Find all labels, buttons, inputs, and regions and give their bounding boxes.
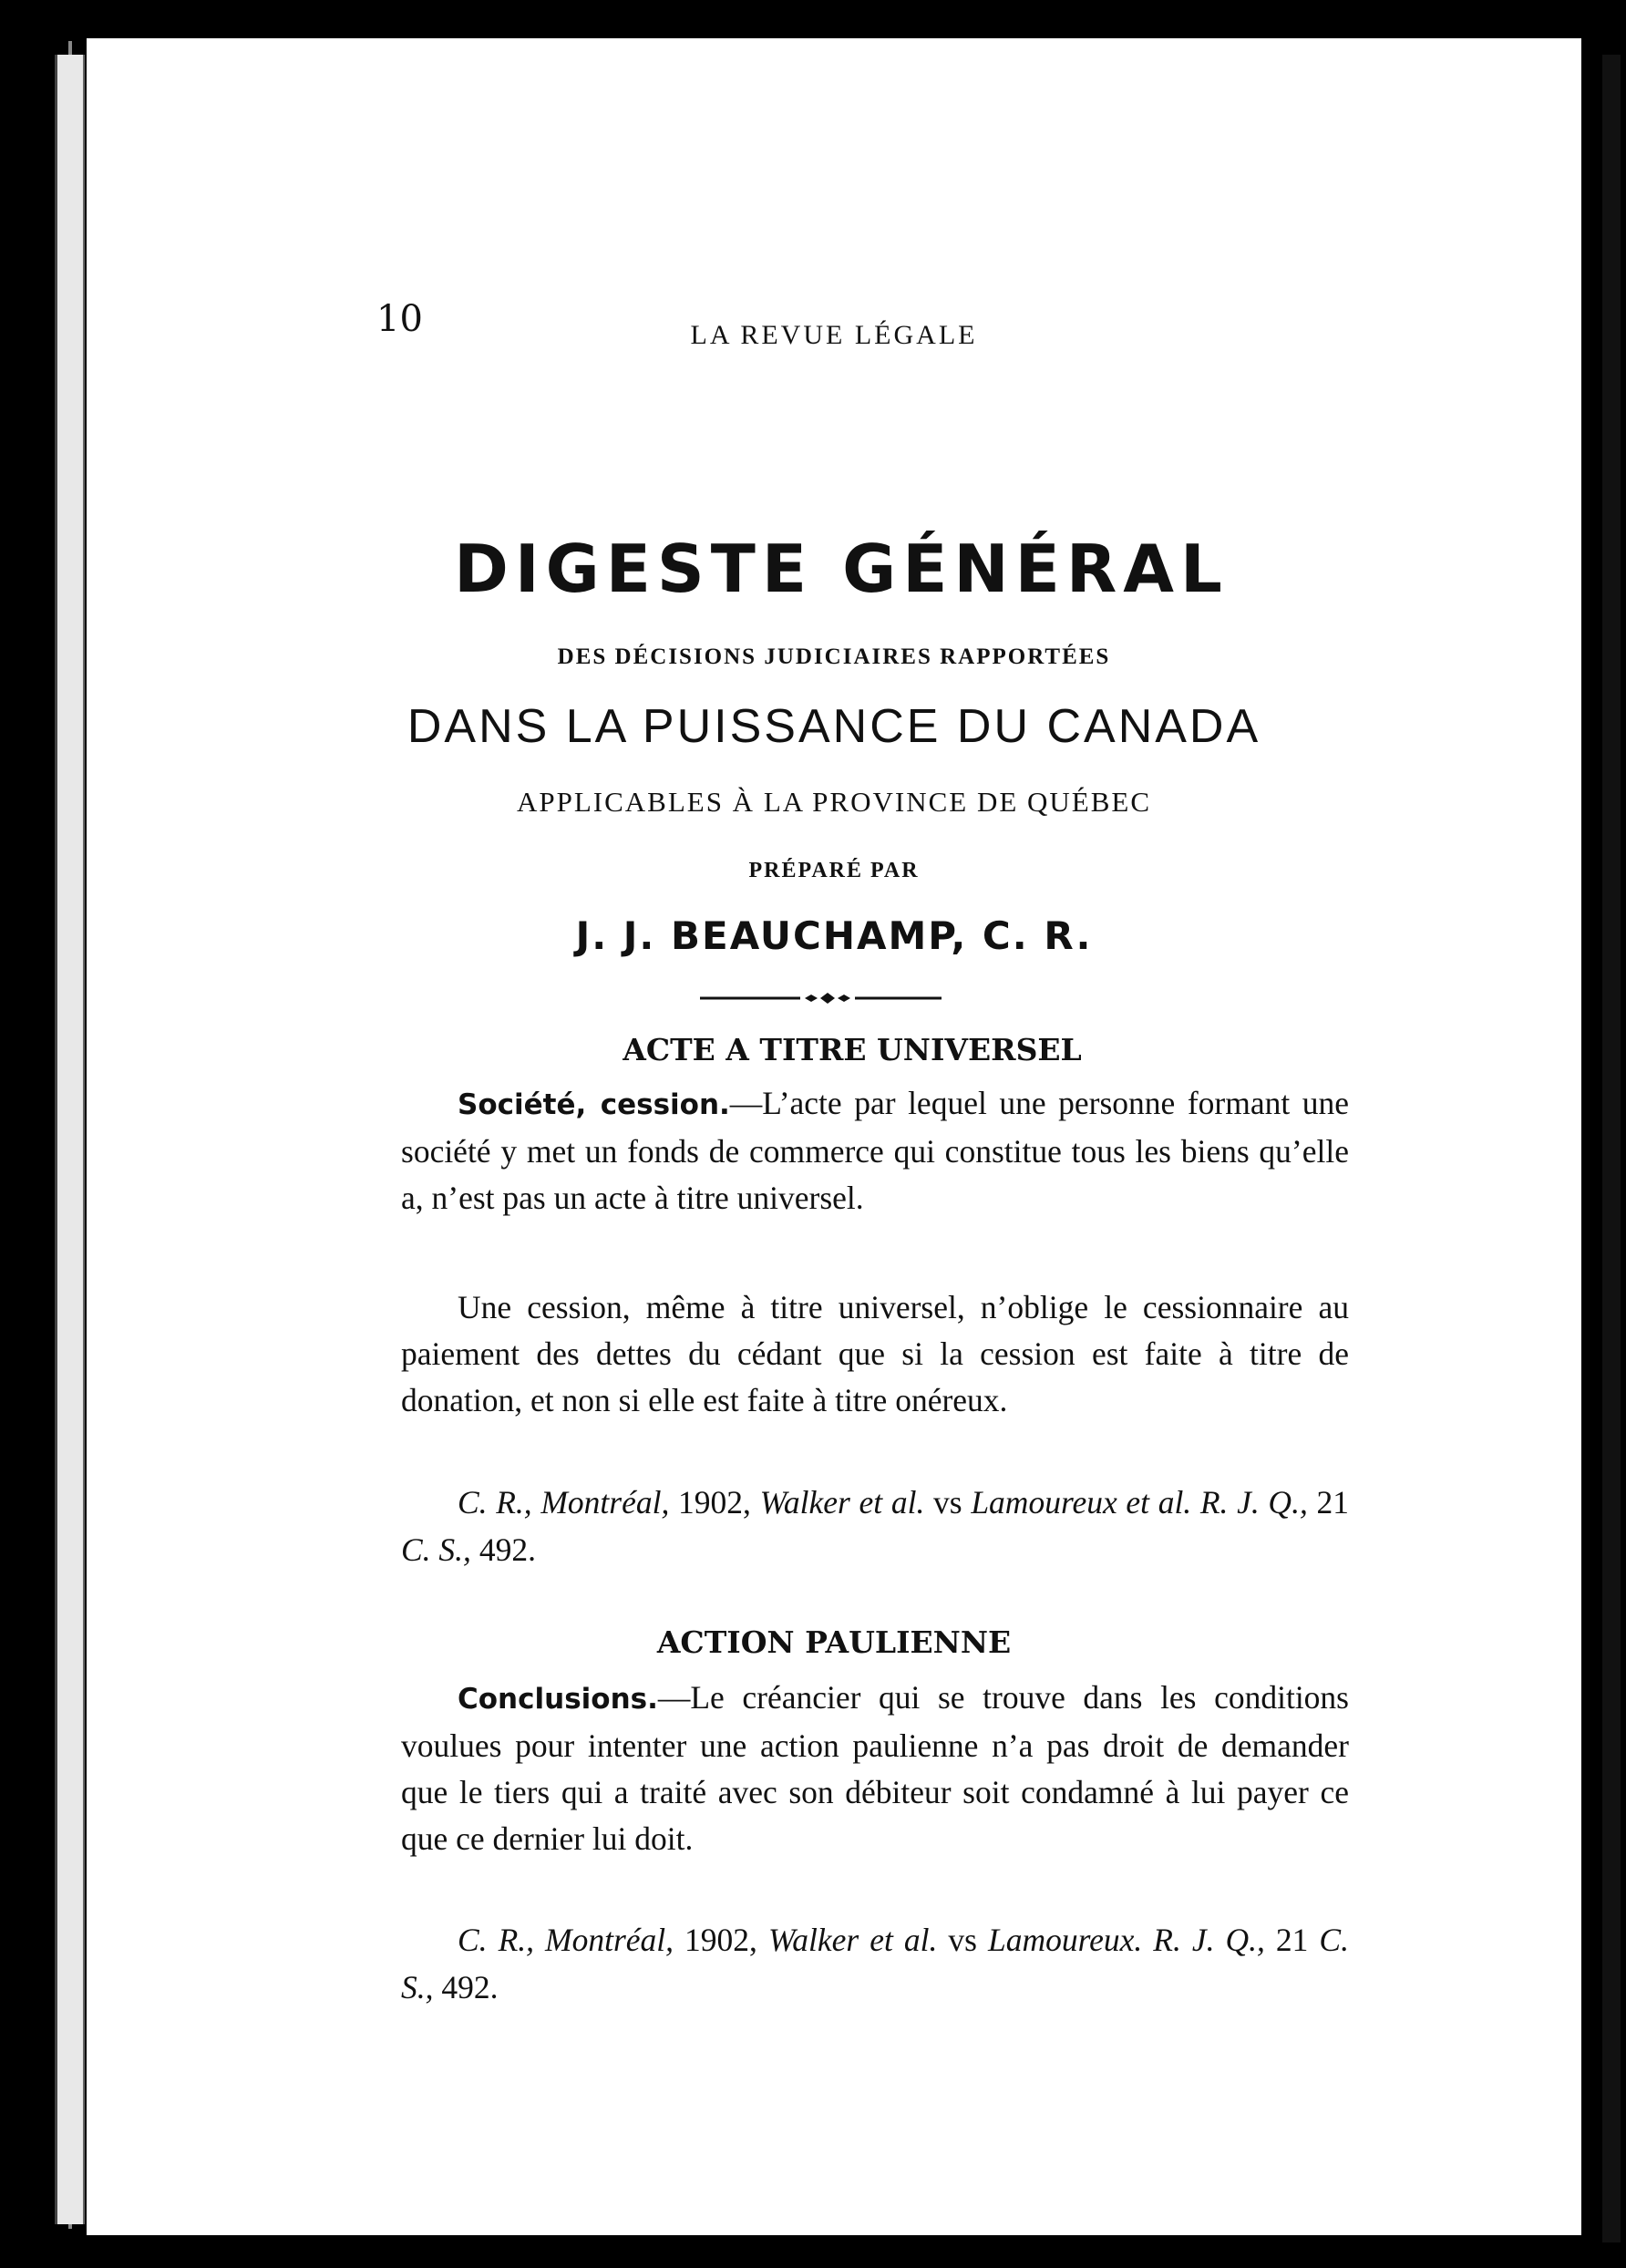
citation-page: 492. [470,1531,536,1568]
page-number: 10 [376,298,423,340]
running-title: LA REVUE LÉGALE [690,320,978,350]
citation-volume: 21 [1307,1484,1350,1521]
scope-line: APPLICABLES À LA PROVINCE DE QUÉBEC [516,786,1152,818]
entry-lead: Société, cession. [458,1088,730,1121]
entry-lead: Conclusions. [458,1683,658,1716]
book-page [87,38,1581,2235]
binding-shadow [1602,55,1621,2242]
citation-party-b: Lamoureux. R. J. Q., [987,1922,1265,1958]
entry-paragraph [401,1675,1349,1862]
subtitle: DES DÉCISIONS JUDICIAIRES RAPPORTÉES [557,644,1111,669]
ornamental-divider [700,991,942,1005]
citation-party-a: Walker et al. [767,1922,938,1958]
citation-vs: vs [924,1484,972,1521]
citation-series: C. S., [401,1531,471,1568]
citation-party-b: Lamoureux et al. R. J. Q., [971,1484,1308,1521]
entry-text: —Le créancier qui se trouve dans les conditions voulues pour intenter une action paulienne n’a pas droit de demander que le tiers qui a traité avec son débiteur soit condamné à lui payer ce que ce dernier lui doit. [401,1679,1349,1857]
page-header [87,298,1581,353]
citation-volume: 21 [1264,1922,1320,1958]
entry-paragraph: Une cession, même à titre universel, n’oblige le cessionnaire au paiement des dettes du cédant que si la cession est faite à titre de donation, et non si elle est faite à titre onéreux. [401,1289,1349,1418]
section-heading: ACTE A TITRE UNIVERSEL [623,1032,1082,1067]
citation-vs: vs [937,1922,988,1958]
citation-party-a: Walker et al. [759,1484,925,1521]
citation-court: C. R., Montréal, [458,1922,674,1958]
citation [401,1479,1349,1573]
citation-court: C. R., Montréal, [458,1484,670,1521]
region-title: DANS LA PUISSANCE DU CANADA [406,700,1261,753]
prepared-by: PRÉPARÉ PAR [748,859,920,882]
page-stack-left [55,55,85,2224]
author: J. J. BEAUCHAMP, C. R. [575,913,1093,958]
citation [401,1916,1349,2011]
entry-text: —L’acte par lequel une personne formant une société y met un fonds de commerce qui constitue tous les biens qu’elle a, n’est pas un acte à titre universel. [401,1085,1349,1216]
entry-paragraph [401,1080,1349,1222]
citation-year: 1902, [674,1922,768,1958]
main-title: DIGESTE GÉNÉRAL [454,531,1229,607]
section-heading: ACTION PAULIENNE [656,1624,1012,1660]
citation-page: 492. [433,1969,499,2005]
citation-series: C. S., [401,1922,1349,2005]
citation-year: 1902, [669,1484,760,1521]
